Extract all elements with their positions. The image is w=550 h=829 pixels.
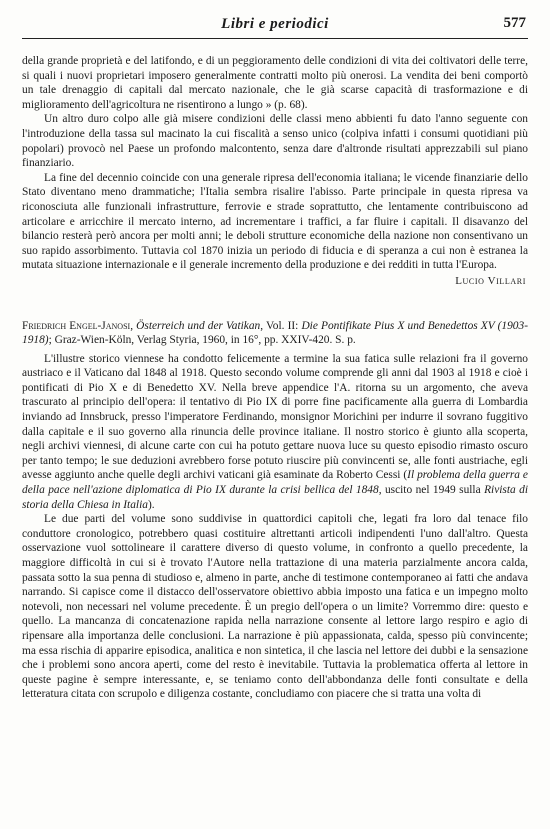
paragraph-text: L'illustre storico viennese ha condotto felicemente a termine la sua fatica sulle relazioni fra il governo austriaco e il Vaticano dal 1848 al 1918. Questo secondo volume comprende gli anni dal 1903 al 1918 e cioè i pontificati di Pio X e di Benedetto XV. Nella breve appendice l'A. ritorna su un argomento, che aveva trascurato al principio dell'opera: il tentativo di Pio IX di porre fine pacificamente alla guerra di Lombardia inviando ad Innsbruck, presso l'imperatore Ferdinando, monsignor Morichini per indurre il sovrano fuggitivo dalla capitale e il suo governo alla rinuncia delle province italiane. Il nostro storico è giunto alla scoperta, negli archivi viennesi, di alcune carte con cui ha potuto gettare nuova luce su questo episodio rimasto oscuro per tanto tempo; le sue deduzioni avrebbero forse potuto riuscire più convincenti se, alle fonti austriache, egli avesse aggiunto anche quelle degli archivi vaticani già esaminate da Roberto Cessi ( bbox=[22, 352, 528, 482]
paragraph: Un altro duro colpo alle già misere condizioni delle classi meno abbienti fu dato l'anno seguente con l'introduzione della tassa sul macinato la cui fiscalità a senso unico (colpiva infatti i consumi quotidiani più popolari) provocò nel Paese un profondo malcontento, senza dare d'altronde risultati apprezzabili sul piano finanziario. bbox=[22, 113, 528, 170]
bibliographic-entry: Friedrich Engel-Janosi, Österreich und der Vatikan, Vol. II: Die Pontifikate Pius X und Benedettos XV (1903-1918); Graz-Wien-Köln, Verlag Styria, 1960, in 16°, pp. XXIV-420. S. p. bbox=[22, 319, 528, 347]
cited-journal-title: Rivista di storia della Chiesa in Italia bbox=[22, 484, 528, 511]
cited-work-info: , uscito nel 1949 sulla bbox=[378, 484, 485, 497]
book-author: Friedrich Engel-Janosi bbox=[22, 319, 131, 332]
article-body bbox=[22, 54, 528, 702]
paragraph bbox=[22, 352, 528, 513]
cited-work-title: Il problema della guerra e della pace nell'azione diplomatica di Pio IX durante la crisi bellica del 1848 bbox=[22, 469, 528, 497]
paragraph: della grande proprietà e del latifondo, e di un peggioramento delle condizioni di vita dei coltivatori delle terre, si quali i nuovi proprietari imposero generalmente contratti molto più onerosi. La vendita dei beni comportò un tale drenaggio di capitali dal mercato nazionale, che le già scarse capacità di trasformazione e di miglioramento dell'agricoltura ne risentirono a lungo » (p. 68). bbox=[22, 55, 528, 111]
book-title-italian: Die Pontifikate Pius X und Benedettos XV (1903-1918) bbox=[22, 319, 528, 347]
book-title-german: Österreich und der Vatikan bbox=[136, 319, 261, 332]
section-title: Libri e periodici bbox=[221, 16, 329, 32]
paragraph: La fine del decennio coincide con una generale ripresa dell'economia italiana; le vicende finanziarie dello Stato diventano meno drammatiche; l'Italia sembra risalire l'abisso. Parte principale in questa ripresa va riconosciuta alle funzionali infrastrutture, ferrovie e strade soprattutto, che lentamente contribuiscono ad articolare e arricchire il mercato interno, ad incrementare i traffici, a far fluire i capitali. Il disavanzo del bilancio resterà però ancora per molti anni; le deboli strutture economiche della nazione non consentivano un suo rapido assorbimento. Tuttavia col 1870 inizia un periodo di fiducia e di speranza a cui non è estranea la mutata situazione internazionale e il generale incremento della produzione e dei redditi in tutta l'Europa. bbox=[22, 171, 528, 272]
book-volume: , Vol. II: bbox=[260, 319, 302, 332]
section-gap bbox=[22, 289, 528, 319]
paragraph: Le due parti del volume sono suddivise in quattordici capitoli che, legati fra loro dal tenace filo conduttore cronologico, potrebbero quasi costituire altrettanti articoli indipendenti l'uno dall'altro. Questa osservazione vuol sottolineare il carattere diverso di questo volume, in confronto a quello precedente, la maggiore difficoltà in cui si è trovato l'Autore nella trattazione di una materia parzialmente ancora calda, passata sotto la sua penna di studioso e, almeno in parte, anche di testimone contemporaneo ai fatti che andava narrando. Si capisce come il distacco dell'osservatore obiettivo abbia imposto una fatica e un impegno molto notevoli, non necessari nel volume precedente. È un pregio dell'opera o un limite? Vorremmo dire: questo e quello. La mancanza di concatenazione rapida nella narrazione consente al lettore largo respiro e agio di ripensare alla importanza delle conclusioni. La narrazione è più appassionata, calda, spesso più convincente; ma essa rischia di apparire episodica, analitica e non sintetica, il che lascia nel lettore dei dubbi e la sensazione che i problemi sono ancora aperti, come del resto è inevitabile. Tuttavia la problematica offerta al lettore in queste pagine è sempre interessante, e, se teniamo conto dell'abbondanza delle fonti consultate e della letteratura citata con scrupolo e diligenza costante, concludiamo con piacere che si tratta una volta di bbox=[22, 513, 528, 701]
running-head bbox=[22, 14, 528, 39]
review-signature: Lucio Villari bbox=[455, 274, 526, 287]
book-publisher: ; Graz-Wien-Köln, Verlag Styria, 1960, in 16°, pp. XXIV-420. S. p. bbox=[48, 334, 356, 347]
page-number: 577 bbox=[503, 15, 526, 31]
cited-work-end: ). bbox=[147, 498, 155, 511]
